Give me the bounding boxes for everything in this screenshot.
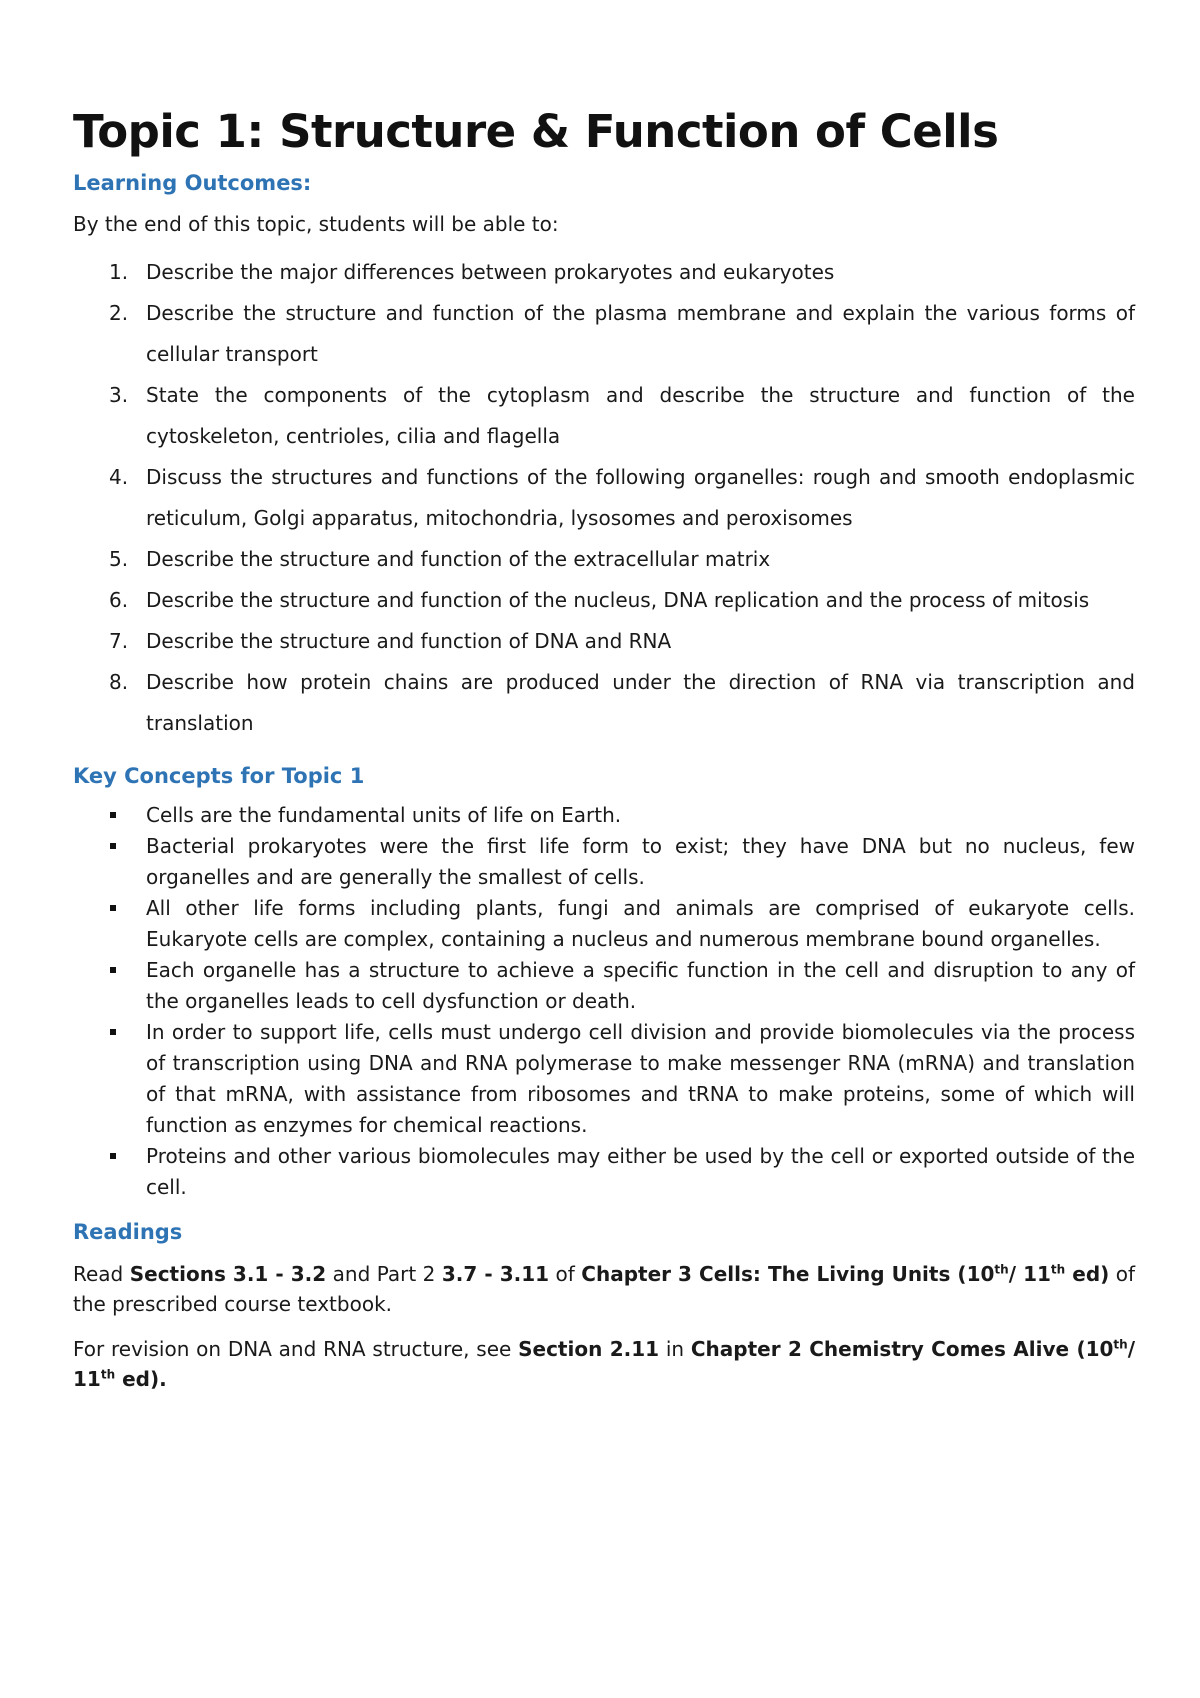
list-item-number: 8.	[109, 670, 129, 694]
list-item-number: 5.	[109, 547, 129, 571]
readings-bold: Section 2.11	[518, 1337, 660, 1361]
list-item-text: All other life forms including plants, fungi and animals are comprised of eukaryote cells. Eukaryote cells are complex, containing a nucleus and numerous membrane bound organelles.	[146, 896, 1135, 951]
readings-text: and Part 2	[326, 1262, 442, 1286]
list-item-text: Bacterial prokaryotes were the first life form to exist; they have DNA but no nucleus, few organelles and are generally the smallest of cells.	[146, 834, 1135, 889]
ordinal-suffix: th	[100, 1367, 116, 1382]
bullet-icon	[110, 843, 116, 849]
ordinal-suffix: th	[1050, 1262, 1066, 1277]
readings-bold: ed)	[1065, 1262, 1110, 1286]
list-item-text: In order to support life, cells must undergo cell division and provide biomolecules via the process of transcription using DNA and RNA polymerase to make messenger RNA (mRNA) and translation of that mRNA, with assistance from ribosomes and tRNA to make proteins, some of which will function as enzymes for chemical reactions.	[146, 1020, 1135, 1137]
list-item-text: Describe the structure and function of the extracellular matrix	[146, 547, 771, 571]
list-item-text: Each organelle has a structure to achieve a specific function in the cell and disruption to any of the organelles leads to cell dysfunction or death.	[146, 958, 1135, 1013]
list-item	[73, 375, 1135, 457]
list-item-number: 1.	[109, 260, 129, 284]
list-item	[73, 800, 1135, 831]
key-concepts-list	[73, 800, 1135, 1203]
readings-paragraph-2	[73, 1334, 1135, 1394]
list-item-number: 3.	[109, 383, 129, 407]
page-title: Topic 1: Structure & Function of Cells	[73, 105, 999, 158]
readings-heading: Readings	[73, 1220, 183, 1244]
list-item-number: 4.	[109, 465, 129, 489]
bullet-icon	[110, 967, 116, 973]
learning-outcomes-intro: By the end of this topic, students will be able to:	[73, 212, 559, 236]
list-item-text: Describe how protein chains are produced under the direction of RNA via transcription and translation	[146, 670, 1135, 735]
list-item-number: 6.	[109, 588, 129, 612]
list-item	[73, 457, 1135, 539]
readings-bold: Chapter 3 Cells: The Living Units (10	[581, 1262, 995, 1286]
readings-bold: / 11	[1008, 1262, 1051, 1286]
list-item-number: 7.	[109, 629, 129, 653]
bullet-icon	[110, 1029, 116, 1035]
readings-bold: ed).	[115, 1367, 167, 1391]
readings-bold: 3.7 - 3.11	[441, 1262, 550, 1286]
bullet-icon	[110, 812, 116, 818]
list-item	[73, 893, 1135, 955]
list-item	[73, 831, 1135, 893]
list-item	[73, 580, 1135, 621]
list-item-text: State the components of the cytoplasm and describe the structure and function of the cytoskeleton, centrioles, cilia and flagella	[146, 383, 1135, 448]
list-item	[73, 662, 1135, 744]
readings-bold: Chapter 2 Chemistry Comes Alive (10	[690, 1337, 1114, 1361]
list-item-number: 2.	[109, 301, 129, 325]
list-item	[73, 1141, 1135, 1203]
bullet-icon	[110, 1153, 116, 1159]
list-item-text: Describe the major differences between prokaryotes and eukaryotes	[146, 260, 835, 284]
learning-outcomes-heading: Learning Outcomes:	[73, 171, 312, 195]
list-item	[73, 252, 1135, 293]
readings-bold: / 11	[73, 1337, 1136, 1391]
learning-outcomes-list	[73, 252, 1135, 744]
list-item	[73, 1017, 1135, 1141]
ordinal-suffix: th	[994, 1262, 1009, 1277]
list-item-text: Proteins and other various biomolecules may either be used by the cell or exported outside of the cell.	[146, 1144, 1135, 1199]
bullet-icon	[110, 905, 116, 911]
readings-text: of the prescribed course textbook.	[73, 1262, 1136, 1316]
readings-paragraph-1	[73, 1259, 1135, 1319]
readings-text: in	[659, 1337, 691, 1361]
key-concepts-heading: Key Concepts for Topic 1	[73, 764, 365, 788]
readings-text: For revision on DNA and RNA structure, see	[73, 1337, 519, 1361]
list-item	[73, 621, 1135, 662]
list-item	[73, 293, 1135, 375]
list-item-text: Describe the structure and function of DNA and RNA	[146, 629, 672, 653]
readings-text: Read	[73, 1262, 130, 1286]
list-item	[73, 955, 1135, 1017]
ordinal-suffix: th	[1113, 1337, 1128, 1352]
list-item-text: Discuss the structures and functions of the following organelles: rough and smooth endoplasmic reticulum, Golgi apparatus, mitochondria, lysosomes and peroxisomes	[146, 465, 1135, 530]
list-item-text: Cells are the fundamental units of life on Earth.	[146, 803, 622, 827]
list-item	[73, 539, 1135, 580]
readings-bold: Sections 3.1 - 3.2	[129, 1262, 327, 1286]
list-item-text: Describe the structure and function of the nucleus, DNA replication and the process of mitosis	[146, 588, 1090, 612]
document-page	[73, 96, 1135, 1394]
list-item-text: Describe the structure and function of the plasma membrane and explain the various forms of cellular transport	[146, 301, 1135, 366]
readings-text: of	[549, 1262, 582, 1286]
